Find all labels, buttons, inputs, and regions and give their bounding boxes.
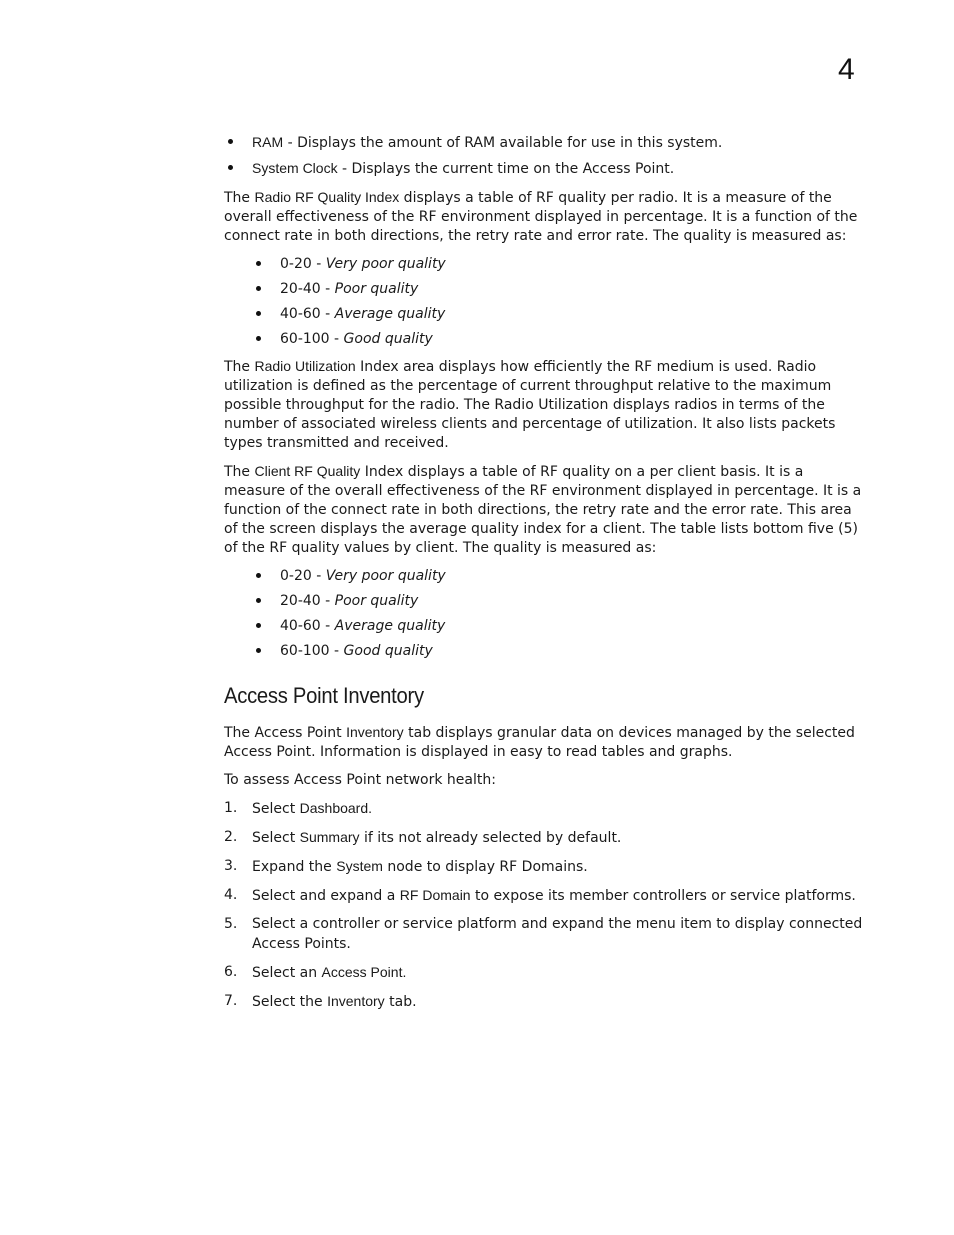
bullet-ram [224, 133, 868, 153]
text: Select [252, 830, 300, 846]
step-term: Dashboard. [299, 800, 373, 816]
text: The [224, 359, 255, 375]
client-rf-level [224, 592, 868, 611]
text: if its not already selected by default. [359, 830, 622, 846]
text: Select and expand a [252, 888, 400, 904]
desc-ram: - Displays the amount of RAM available for use in this system. [283, 135, 723, 151]
step-term: System [336, 858, 383, 874]
step-number: 6. [224, 964, 238, 980]
text: Select [252, 801, 300, 817]
step-term: Summary [299, 829, 360, 845]
quality-label: Average quality [334, 618, 446, 634]
term-inventory: Inventory [346, 724, 404, 740]
term-ram: RAM [252, 134, 284, 150]
step-item [224, 799, 868, 819]
range: 40-60 - [280, 618, 335, 634]
text: Expand the [252, 859, 337, 875]
section-heading: Access Point Inventory [224, 683, 424, 708]
quality-label: Good quality [343, 331, 433, 347]
quality-label: Poor quality [334, 593, 419, 609]
text: Select a controller or service platform and expand the menu item to display connected Access Points. [252, 916, 863, 952]
quality-label: Poor quality [334, 281, 419, 297]
quality-label: Good quality [343, 643, 433, 659]
step-number: 2. [224, 829, 238, 845]
step-item [224, 857, 868, 877]
client-rf-level [224, 567, 868, 586]
desc-system-clock: - Displays the current time on the Access Point. [337, 161, 675, 177]
text: Index displays a table of RF quality on a per client basis. It is a measure of the overall effectiveness of the RF environment displayed in percentage. It is a function of the connect rate in both directions, the retry rate and the error rate. This area of the screen displays the average quality index for a client. The table lists bottom five (5) of the RF quality values by client. The quality is measured as: [224, 464, 862, 556]
range: 20-40 - [280, 281, 335, 297]
client-rf-level [224, 617, 868, 636]
bullet-system-clock [224, 159, 868, 179]
step-term: Inventory [327, 993, 385, 1009]
text: The Access Point [224, 725, 347, 741]
assess-paragraph: To assess Access Point network health: [224, 772, 496, 788]
client-rf-level [224, 642, 868, 661]
range: 20-40 - [280, 593, 335, 609]
client-rf-paragraph [224, 462, 868, 558]
text: Index area displays how efficiently the RF medium is used. Radio utilization is defined as the percentage of current throughput relative to the maximum possible throughput for the radio. The Radio Utilization displays radios in terms of the number of associated wireless clients and percentage of utilization. It also lists packets types transmitted and received. [224, 359, 836, 451]
radio-rf-level [224, 305, 868, 324]
quality-label: Very poor quality [325, 568, 446, 584]
text: Select an [252, 965, 322, 981]
step-item [224, 915, 868, 954]
step-number: 1. [224, 800, 238, 816]
term-radio-utilization: Radio Utilization [254, 358, 356, 374]
range: 40-60 - [280, 306, 335, 322]
chapter-number: 4 [838, 53, 855, 86]
step-term: Access Point. [321, 964, 407, 980]
range: 60-100 - [280, 331, 344, 347]
term-system-clock: System Clock [252, 160, 338, 176]
radio-rf-level [224, 330, 868, 349]
step-item [224, 963, 868, 983]
text: The [224, 190, 255, 206]
text: The [224, 464, 255, 480]
step-item [224, 992, 868, 1012]
page-content [224, 133, 868, 1021]
step-number: 5. [224, 916, 238, 932]
step-number: 7. [224, 993, 238, 1009]
step-term: RF Domain [399, 887, 471, 903]
range: 0-20 - [280, 568, 326, 584]
text: tab displays granular data on devices managed by the selected Access Point. Information is displayed in easy to read tables and graphs. [224, 725, 855, 760]
range: 0-20 - [280, 256, 326, 272]
step-number: 3. [224, 858, 238, 874]
inventory-intro-paragraph [224, 723, 868, 762]
radio-rf-level [224, 280, 868, 299]
text: displays a table of RF quality per radio. It is a measure of the overall effectiveness of the RF environment displayed in percentage. It is a function of the connect rate in both directions, the retry rate and error rate. The quality is measured as: [224, 190, 858, 244]
term-radio-rf-quality-index: Radio RF Quality Index [254, 189, 400, 205]
text: node to display RF Domains. [382, 859, 588, 875]
range: 60-100 - [280, 643, 344, 659]
quality-label: Average quality [334, 306, 446, 322]
step-item [224, 886, 868, 906]
step-number: 4. [224, 887, 238, 903]
radio-rf-paragraph [224, 188, 868, 246]
step-item [224, 828, 868, 848]
text: to expose its member controllers or service platforms. [470, 888, 856, 904]
text: Select the [252, 994, 328, 1010]
quality-label: Very poor quality [325, 256, 446, 272]
radio-utilization-paragraph [224, 357, 868, 453]
radio-rf-level [224, 255, 868, 274]
term-client-rf-quality: Client RF Quality [254, 463, 361, 479]
text: tab. [384, 994, 417, 1010]
